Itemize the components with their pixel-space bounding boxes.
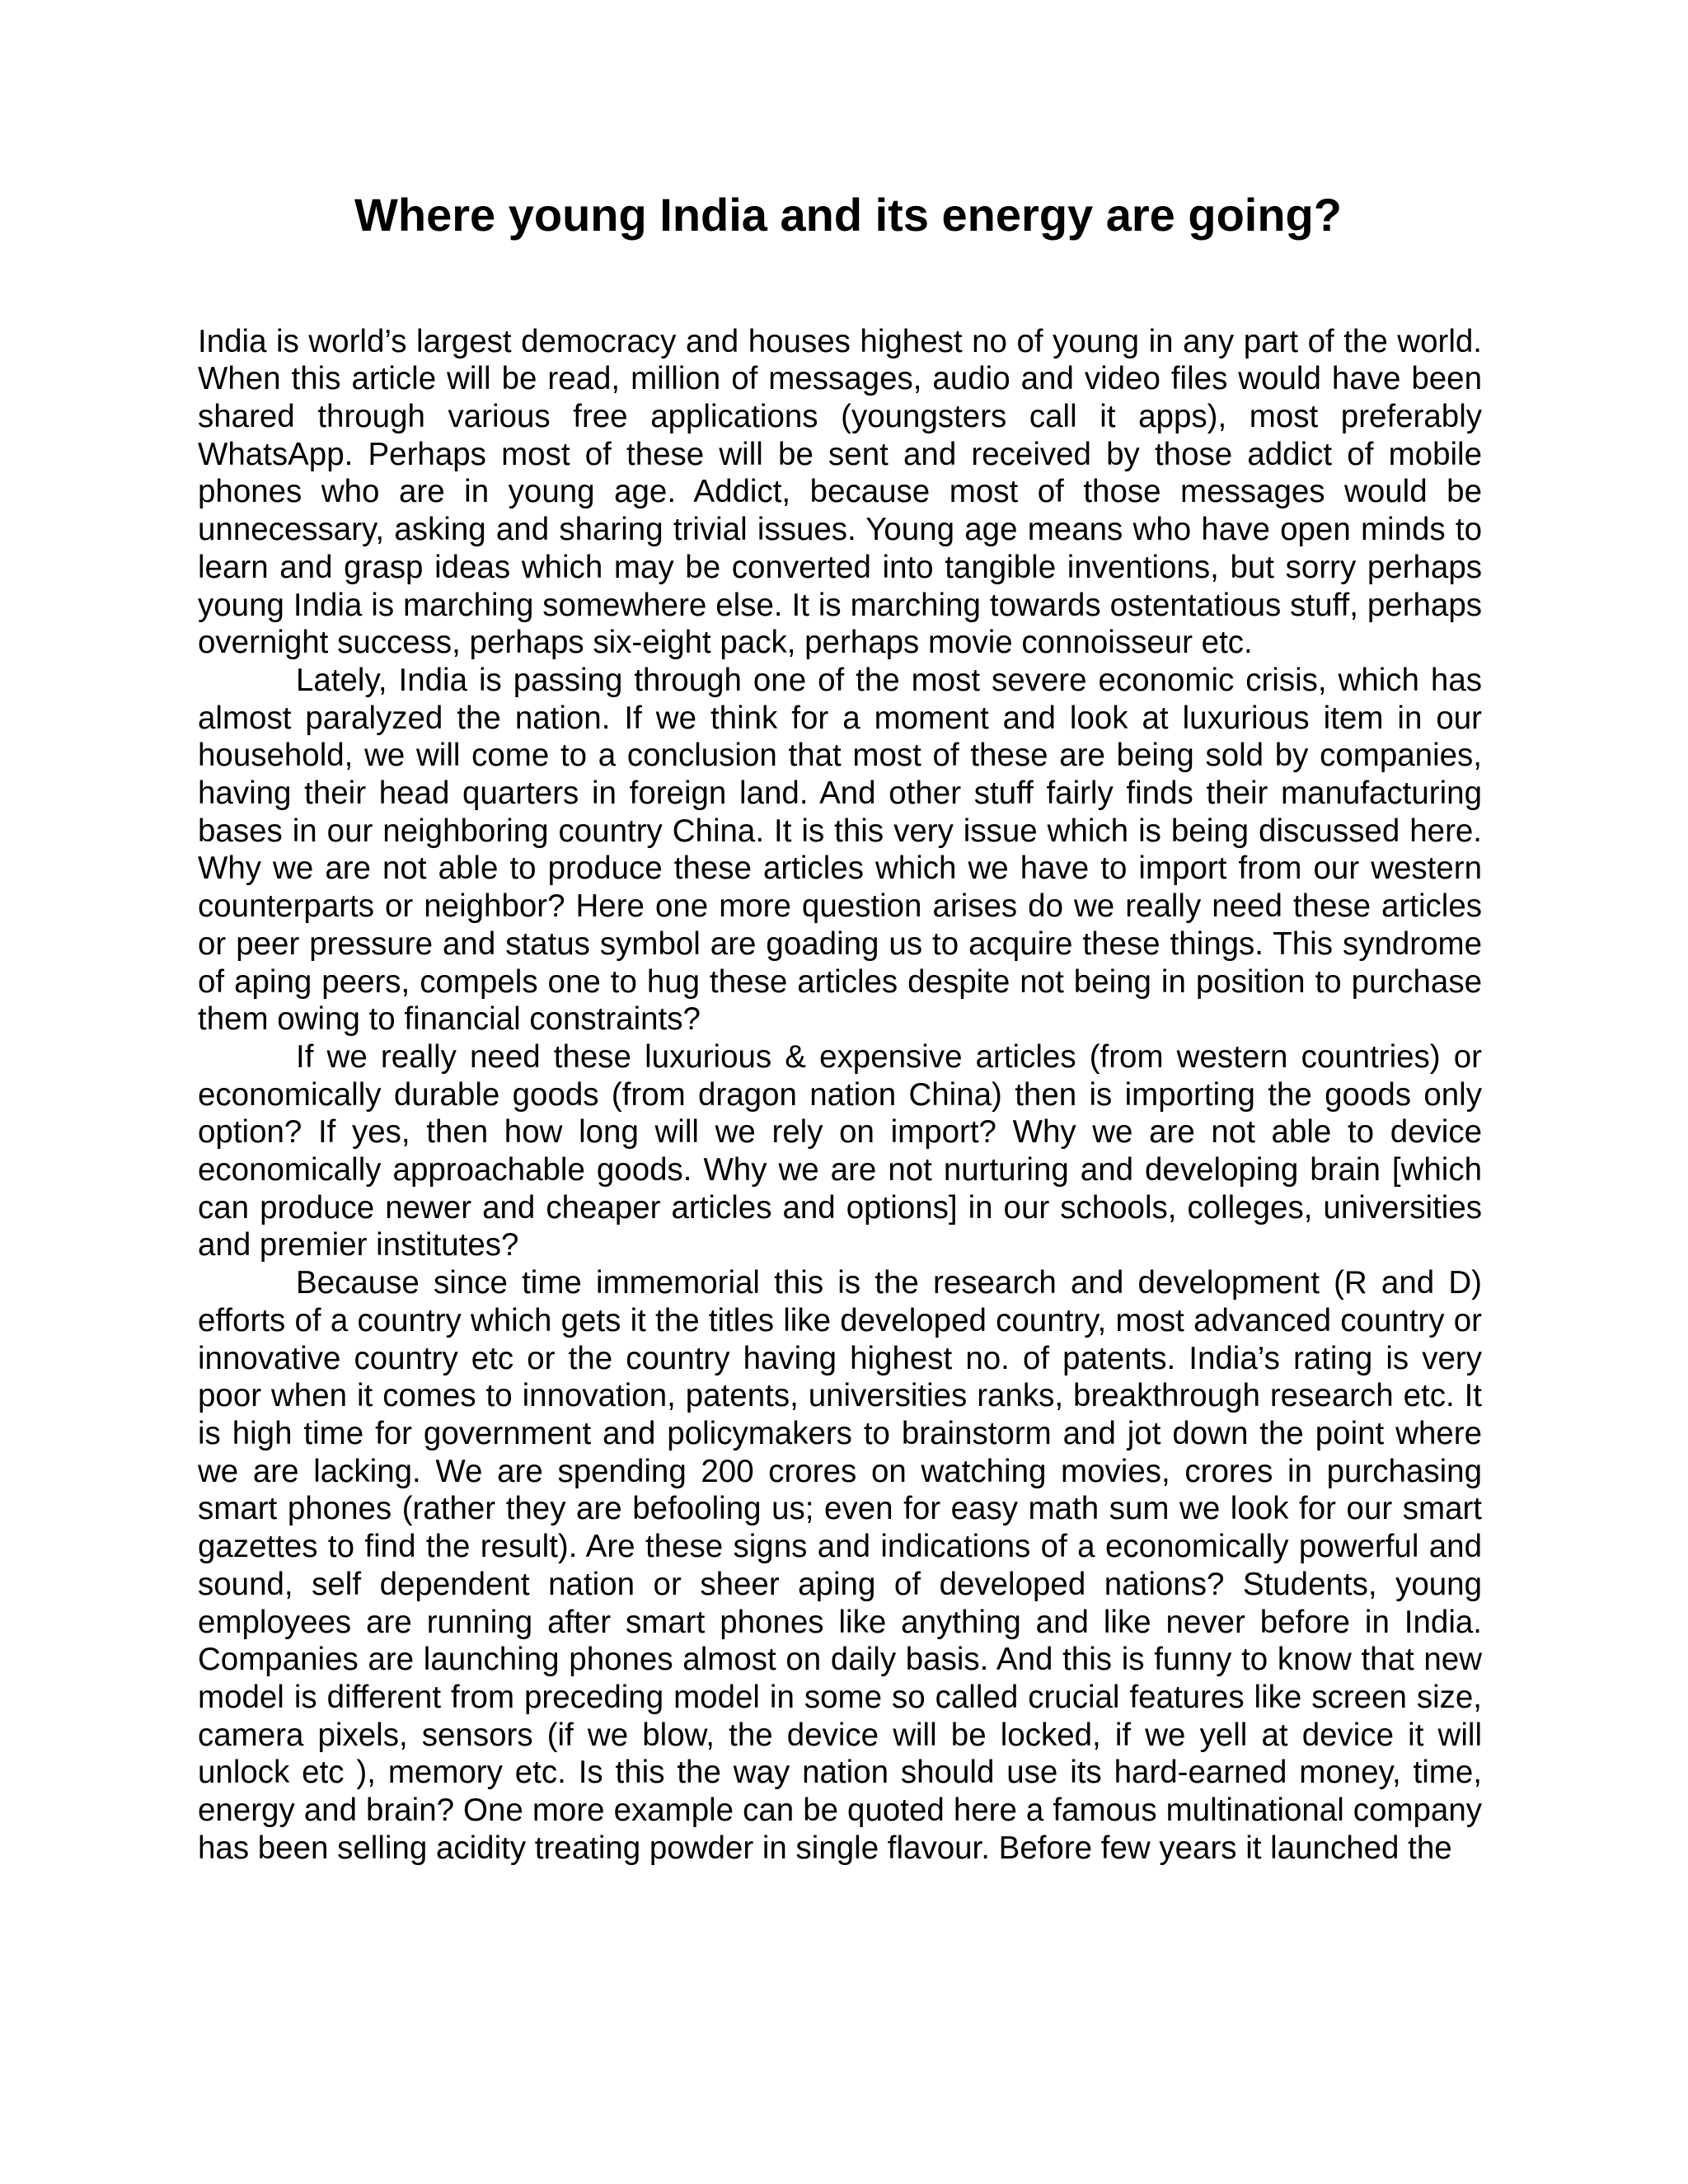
article-body [198,323,1482,1868]
paragraph-1: India is world’s largest democracy and houses highest no of young in any part of the world. When this article will be read, million of messages, audio and video files would have been shared through various free applications (youngsters call it apps), most preferably WhatsApp. Perhaps most of these will be sent and received by those addict of mobile phones who are in young age. Addict, because most of those messages would be unnecessary, asking and sharing trivial issues. Young age means who have open minds to learn and grasp ideas which may be converted into tangible inventions, but sorry perhaps young India is marching somewhere else. It is marching towards ostentatious stuff, perhaps overnight success, perhaps six-eight pack, perhaps movie connoisseur etc. [198,323,1482,661]
paragraph-2: Lately, India is passing through one of the most severe economic crisis, which has almost paralyzed the nation. If we think for a moment and look at luxurious item in our household, we will come to a conclusion that most of these are being sold by companies, having their head quarters in foreign land. And other stuff fairly finds their manufacturing bases in our neighboring country China. It is this very issue which is being discussed here. Why we are not able to produce these articles which we have to import from our western counterparts or neighbor? Here one more question arises do we really need these articles or peer pressure and status symbol are goading us to acquire these things. This syndrome of aping peers, compels one to hug these articles despite not being in position to purchase them owing to financial constraints? [198,662,1482,1038]
paragraph-4: Because since time immemorial this is the research and development (R and D) efforts of a country which gets it the titles like developed country, most advanced country or innovative country etc or the country having highest no. of patents. India’s rating is very poor when it comes to innovation, patents, universities ranks, breakthrough research etc. It is high time for government and policymakers to brainstorm and jot down the point where we are lacking. We are spending 200 crores on watching movies, crores in purchasing smart phones (rather they are befooling us; even for easy math sum we look for our smart gazettes to find the result). Are these signs and indications of a economically powerful and sound, self dependent nation or sheer aping of developed nations? Students, young employees are running after smart phones like anything and like never before in India. Companies are launching phones almost on daily basis. And this is funny to know that new model is different from preceding model in some so called crucial features like screen size, camera pixels, sensors (if we blow, the device will be locked, if we yell at device it will unlock etc ), memory etc. Is this the way nation should use its hard-earned money, time, energy and brain? One more example can be quoted here a famous multinational company has been selling acidity treating powder in single flavour. Before few years it launched the [198,1265,1482,1866]
document-page [198,190,1482,1867]
article-title: Where young India and its energy are going? [354,189,1342,241]
paragraph-3: If we really need these luxurious & expensive articles (from western countries) or economically durable goods (from dragon nation China) then is importing the goods only option? If yes, then how long will we rely on import? Why we are not able to device economically approachable goods. Why we are not nurturing and developing brain [which can produce newer and cheaper articles and options] in our schools, colleges, universities and premier institutes? [198,1038,1482,1263]
